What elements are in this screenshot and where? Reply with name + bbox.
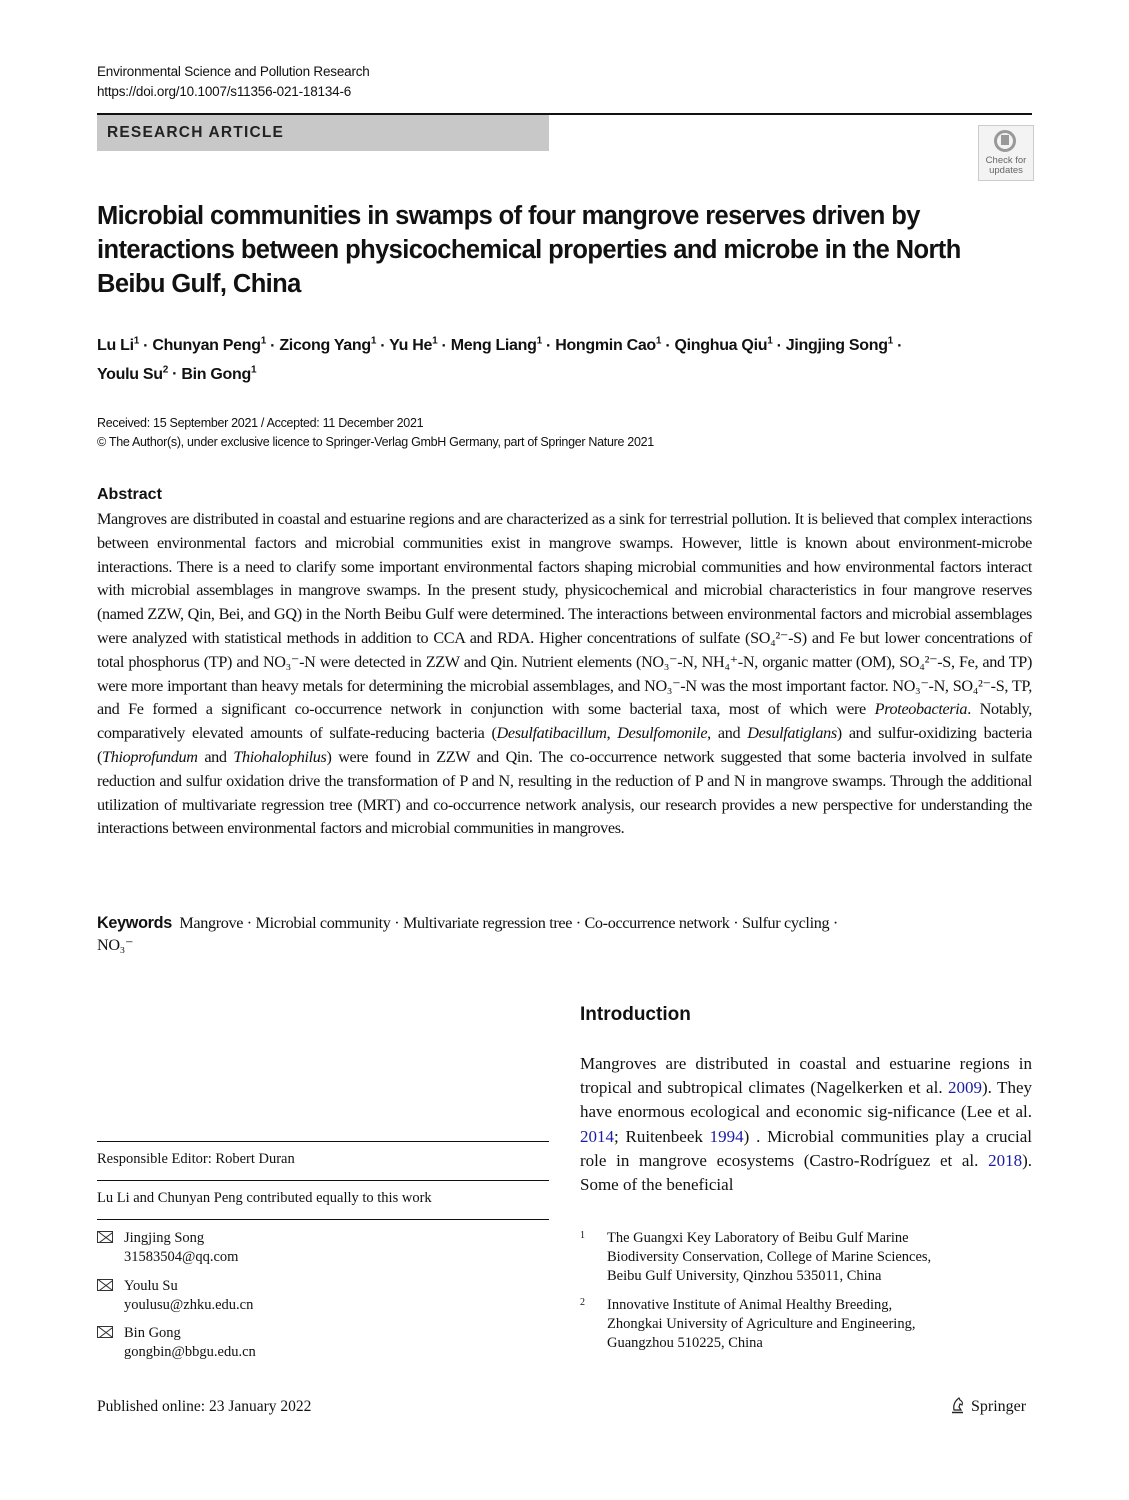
introduction-heading: Introduction xyxy=(580,1004,691,1025)
footnote-rule xyxy=(97,1219,549,1220)
equal-contribution-note: Lu Li and Chunyan Peng contributed equally to this work xyxy=(97,1190,432,1206)
author-name[interactable]: Zicong Yang$^1$ xyxy=(279,336,377,355)
author-name[interactable]: Bin Gong$^1$ xyxy=(181,364,257,383)
citation-link[interactable]: 2014 xyxy=(580,1126,614,1146)
bookmark-icon xyxy=(1001,135,1009,145)
affiliation-marker: 1 xyxy=(887,336,893,347)
author-list: Lu $Li^1$ · Chunyan Peng$^1$ · Zicong Yang$^1$ · Yu $He^1$ · Meng Liang$^1$ · Hongmin Cao$^1$ · Qinghua Qiu$^1$ · Jingjing Song$^1$ · Youlu $Su^2$ · Bin Gong$^1$ xyxy=(97,336,903,383)
taxon: Thioprofundum xyxy=(102,747,198,766)
article-type-badge xyxy=(97,115,549,151)
keyword-item: Multivariate regression tree xyxy=(402,914,573,932)
introduction-body: Mangroves are distributed in coastal and estuarine regions in tropical and subtropical climates (Nagelkerken et al. 2009). They have enormous ecological and economic sig-nificance (Lee et al. 2014; Ruitenbeek 1994) . Microbial communities play a crucial role in mangrove ecosystems (Castro-Rodríguez et al. 2018). Some of the beneficial xyxy=(580,1054,1032,1195)
footnote-rule xyxy=(97,1141,549,1142)
keywords: Keywords Mangrove · Microbial community · Multivariate regression tree · Co-occurrence network · Sulfur cycling · NO₃⁻ xyxy=(97,914,838,954)
author-name[interactable]: Meng Liang$^1$ xyxy=(450,336,542,355)
keyword-item: Sulfur cycling xyxy=(741,914,830,932)
article-dates xyxy=(97,414,654,452)
copyright: © The Author(s), under exclusive licence to Springer-Verlag GmbH Germany, part of Springer Nature 2021 xyxy=(97,435,654,449)
keyword-item: Co-occurrence network xyxy=(584,914,730,932)
article-type-label: RESEARCH ARTICLE xyxy=(107,124,285,141)
doi-link[interactable]: https://doi.org/10.1007/s11356-021-18134-6 xyxy=(97,84,352,99)
published-date: Published online: 23 January 2022 xyxy=(97,1398,312,1415)
publisher-logo xyxy=(950,1396,1026,1416)
check-updates-label: Check for updates xyxy=(985,155,1027,176)
email-link[interactable]: gongbin@bbgu.edu.cn xyxy=(124,1344,256,1360)
footnote-rule xyxy=(97,1180,549,1181)
keyword-item: Microbial community xyxy=(255,914,391,932)
keyword-item: NO₃⁻ xyxy=(97,936,134,954)
author-name[interactable]: Jingjing Song$^1$ xyxy=(785,336,893,355)
paper-title: Microbial communities in swamps of four mangrove reserves driven by interactions between physicochemical properties and microbe in the North Beibu Gulf, China xyxy=(97,202,961,298)
keywords-label: Keywords xyxy=(97,914,172,932)
keyword-item: Mangrove xyxy=(179,914,244,932)
taxon: Proteobacteria xyxy=(874,700,968,719)
envelope-icon xyxy=(97,1326,113,1338)
affiliation-marker: 1 xyxy=(370,336,377,347)
affiliation-marker: 1 xyxy=(655,336,662,347)
email-link[interactable]: 31583504@qq.com xyxy=(124,1249,239,1265)
affiliation-marker: 1 xyxy=(133,336,139,347)
abstract-heading: Abstract xyxy=(97,486,162,503)
affiliation-marker: 1 xyxy=(536,336,542,347)
received-accepted: Received: 15 September 2021 / Accepted: 11 December 2021 xyxy=(97,416,424,430)
envelope-icon xyxy=(97,1279,113,1291)
affiliation-marker: 1 xyxy=(260,336,266,347)
author-name[interactable]: Hongmin Cao$^1$ xyxy=(555,336,662,355)
affiliation-marker: 1 xyxy=(432,336,438,347)
affiliation-marker: 1 xyxy=(767,336,773,347)
author-name[interactable]: Youlu Su$^2$ xyxy=(97,364,169,383)
envelope-icon xyxy=(97,1231,113,1243)
author-name[interactable]: Chunyan Peng$^1$ xyxy=(152,336,266,355)
author-name[interactable]: Lu Li$^1$ xyxy=(97,336,139,355)
email-link[interactable]: youlusu@zhku.edu.cn xyxy=(124,1297,254,1313)
taxon: Desulfatibacillum xyxy=(496,724,607,743)
journal-name: Environmental Science and Pollution Research xyxy=(97,64,370,79)
springer-horse-icon xyxy=(950,1396,966,1414)
check-for-updates-button[interactable] xyxy=(978,125,1034,181)
author-name[interactable]: Qinghua Qiu$^1$ xyxy=(674,336,773,355)
responsible-editor: Responsible Editor: Robert Duran xyxy=(97,1151,295,1167)
author-name[interactable]: Yu He$^1$ xyxy=(389,336,438,355)
citation-link[interactable]: 2018 xyxy=(988,1150,1023,1170)
affiliation-marker: 2 xyxy=(162,364,169,376)
affiliation-marker: 1 xyxy=(250,364,257,376)
taxon: Thiohalophilus xyxy=(233,747,327,766)
keyword-list: Mangrove · Microbial community · Multivariate regression tree · Co-occurrence network · Sulfur cycling xyxy=(179,914,830,932)
citation-link[interactable]: 2009 xyxy=(948,1078,983,1098)
taxon: Desulfomonile xyxy=(617,724,708,743)
abstract-body: Mangroves are distributed in coastal and estuarine regions and are characterized as a sink for terrestrial pollution. It is believed that complex interactions between environmental factors and microbial communities exist in mangrove swamps. However, little is known about environment-microbe interactions. There is a need to clarify some important environmental factors shaping microbial communities and how environmental factors interact with microbial assemblages in mangrove swamps. In the present study, physicochemical and microbial characteristics in four mangrove reserves (named ZZW, Qin, Bei, and GQ) in the North Beibu Gulf were determined. The interactions between environmental factors and microbial assemblages were analyzed with statistical methods in addition to CCA and RDA. Higher concentrations of sulfate (SO₄²⁻-S) and Fe but lower concentrations of total phosphorus (TP) and NO₃⁻-N were detected in ZZW and Qin. Nutrient elements (NO₃⁻-N, NH₄⁺-N, organic matter (OM), SO₄²⁻-S, Fe, and TP) were more important than heavy metals for determining the microbial assemblages, and NO₃⁻-N was the most important factor. NO₃⁻-N, SO₄²⁻-S, TP, and Fe formed a significant co-occurrence network in conjunction with some bacterial taxa, most of which were Proteobacteria. Notably, comparatively elevated amounts of sulfate-reducing bacteria (Desulfatibacillum, Desulfomonile, and Desulfatiglans) and sulfur-oxidizing bacteria (Thioprofundum and Thiohalophilus) were found in ZZW and Qin. The co-occurrence network suggested that some bacteria involved in sulfate reduction and sulfur oxidation drive the transformation of P and N, resulting in the reduction of P and N in mangrove swamps. Through the additional utilization of multivariate regression tree (MRT) and co-occurrence network analysis, our research provides a new perspective for understanding the interactions between environmental factors and microbial communities in mangroves. xyxy=(97,510,1033,838)
citation-link[interactable]: 1994 xyxy=(709,1126,744,1146)
journal-header xyxy=(97,62,370,102)
taxon: Desulfatiglans xyxy=(747,724,837,743)
publisher-name: Springer xyxy=(971,1398,1027,1415)
